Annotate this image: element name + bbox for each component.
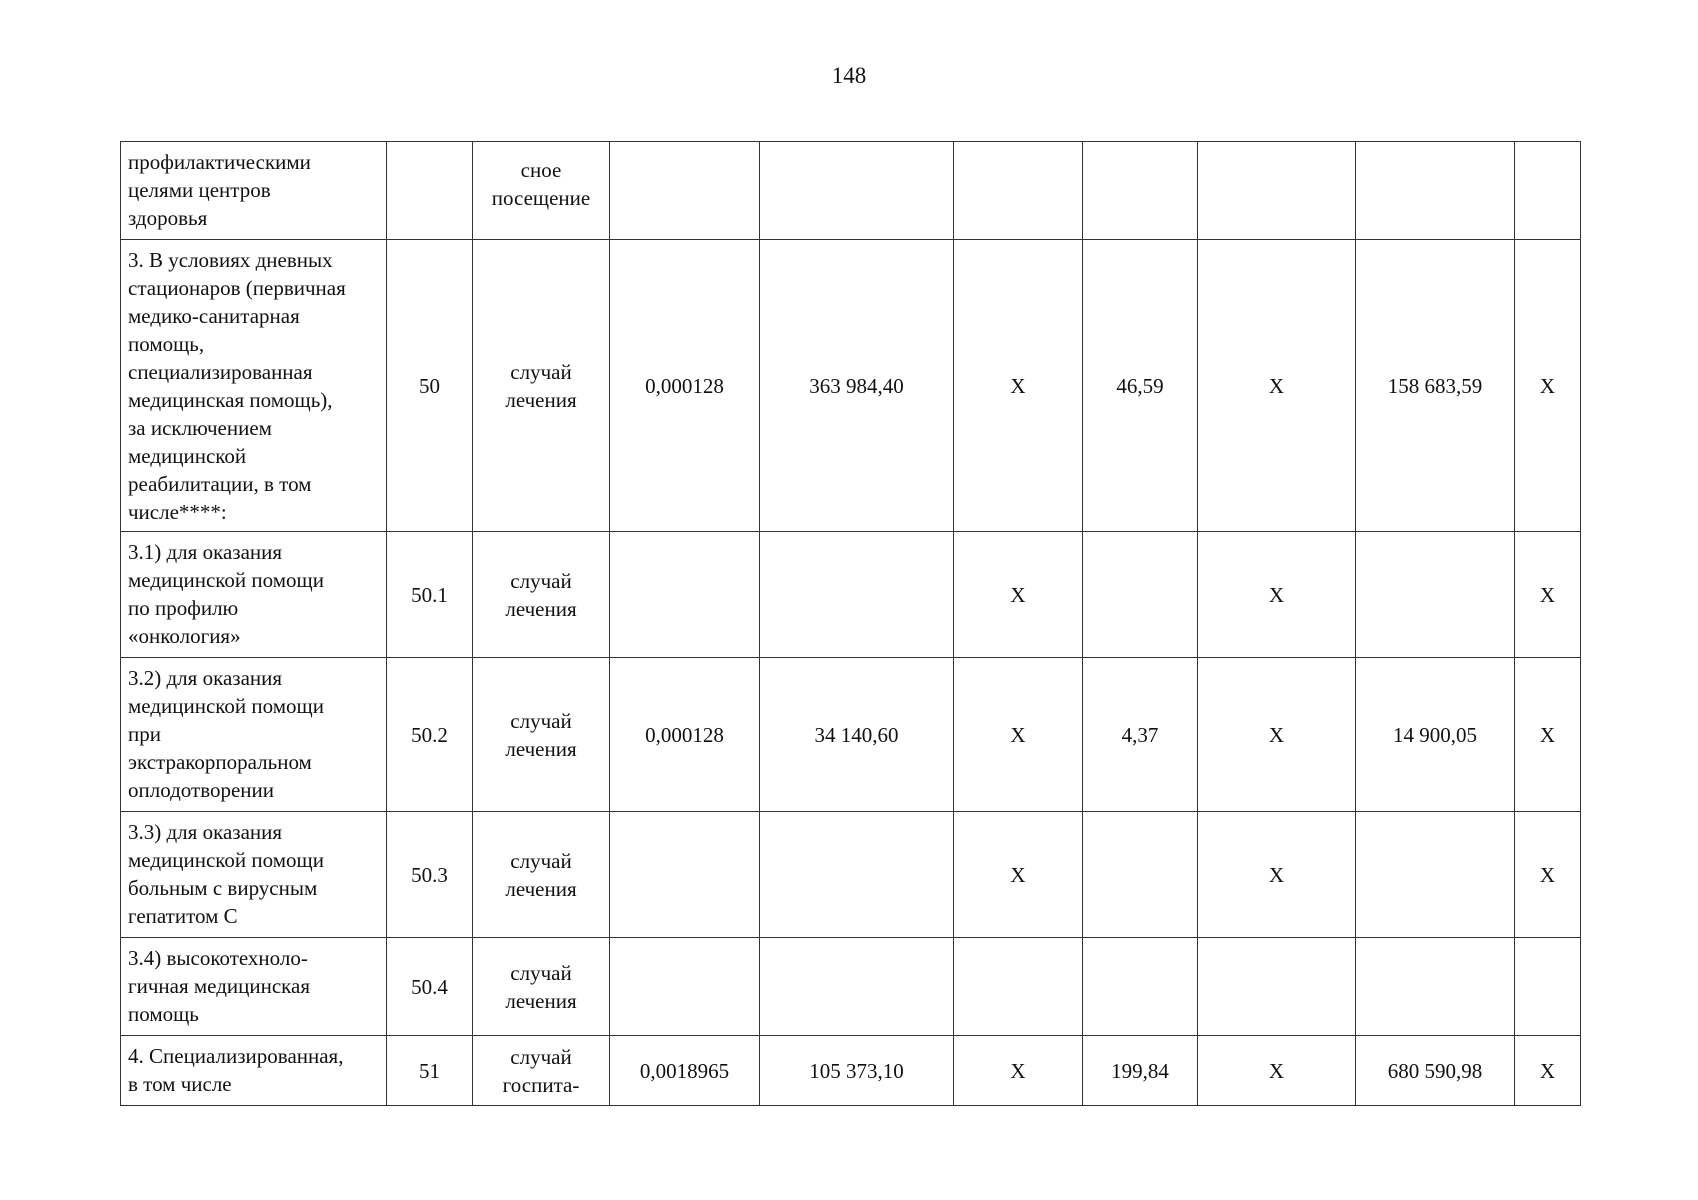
row-value-cell: Х (954, 532, 1083, 658)
row-value-cell (1198, 142, 1356, 240)
row-unit-cell: случай лечения (473, 658, 610, 812)
row-value-cell (610, 938, 760, 1036)
row-value-cell (1198, 938, 1356, 1036)
table-row (121, 532, 1581, 658)
row-name-cell: 3.1) для оказания медицинской помощи по профилю «онкология» (121, 532, 387, 658)
table-row (121, 812, 1581, 938)
row-value-cell: 0,000128 (610, 240, 760, 532)
row-value-cell: Х (1515, 1036, 1581, 1106)
row-value-cell (610, 812, 760, 938)
row-name-cell: 3.3) для оказания медицинской помощи больным с вирусным гепатитом С (121, 812, 387, 938)
row-value-cell (760, 812, 954, 938)
row-code-cell: 51 (387, 1036, 473, 1106)
row-value-cell: Х (1515, 240, 1581, 532)
row-value-cell: 680 590,98 (1356, 1036, 1515, 1106)
row-value-cell (1083, 532, 1198, 658)
row-value-cell (954, 938, 1083, 1036)
row-value-cell: Х (954, 658, 1083, 812)
row-unit-cell: сное посещение (473, 142, 610, 240)
row-value-cell (1083, 142, 1198, 240)
table-row (121, 658, 1581, 812)
row-value-cell (1356, 532, 1515, 658)
row-value-cell (760, 938, 954, 1036)
row-value-cell (1515, 938, 1581, 1036)
row-value-cell: Х (954, 812, 1083, 938)
row-value-cell: Х (1198, 240, 1356, 532)
row-code-cell: 50.2 (387, 658, 473, 812)
row-name-cell: 4. Специализированная, в том числе (121, 1036, 387, 1106)
row-code-cell: 50.3 (387, 812, 473, 938)
row-name-cell: 3.4) высокотехноло- гичная медицинская помощь (121, 938, 387, 1036)
row-value-cell: Х (1515, 532, 1581, 658)
row-value-cell (760, 532, 954, 658)
table-row (121, 1036, 1581, 1106)
row-code-cell: 50.1 (387, 532, 473, 658)
row-value-cell: Х (1515, 812, 1581, 938)
row-value-cell: 4,37 (1083, 658, 1198, 812)
row-value-cell: 14 900,05 (1356, 658, 1515, 812)
row-value-cell: 199,84 (1083, 1036, 1198, 1106)
row-name-cell: профилактическими целями центров здоровья (121, 142, 387, 240)
page-number: 148 (831, 63, 867, 88)
row-value-cell: 34 140,60 (760, 658, 954, 812)
row-name-cell: 3.2) для оказания медицинской помощи при экстракорпоральном оплодотворении (121, 658, 387, 812)
row-code-cell: 50 (387, 240, 473, 532)
row-value-cell: 158 683,59 (1356, 240, 1515, 532)
row-value-cell (954, 142, 1083, 240)
row-value-cell: Х (954, 1036, 1083, 1106)
row-value-cell (1083, 812, 1198, 938)
row-value-cell: Х (1515, 658, 1581, 812)
row-code-cell: 50.4 (387, 938, 473, 1036)
row-value-cell: 0,000128 (610, 658, 760, 812)
row-value-cell (1356, 812, 1515, 938)
row-value-cell (610, 532, 760, 658)
row-value-cell: 105 373,10 (760, 1036, 954, 1106)
table-row (121, 938, 1581, 1036)
row-name-cell: 3. В условиях дневных стационаров (первичная медико-санитарная помощь, специализированная медицинская помощь), за исключением медицинской реабилитации, в том числе****: (121, 240, 387, 532)
row-unit-cell: случай лечения (473, 240, 610, 532)
row-unit-cell: случай лечения (473, 532, 610, 658)
table-row (121, 142, 1581, 240)
row-value-cell (610, 142, 760, 240)
medical-care-volume-table (120, 141, 1581, 1106)
row-value-cell: Х (1198, 532, 1356, 658)
row-value-cell (1356, 938, 1515, 1036)
row-value-cell (1515, 142, 1581, 240)
row-unit-cell: случай лечения (473, 812, 610, 938)
row-unit-cell: случай лечения (473, 938, 610, 1036)
row-code-cell (387, 142, 473, 240)
row-value-cell: 363 984,40 (760, 240, 954, 532)
table-row (121, 240, 1581, 532)
row-value-cell: Х (1198, 812, 1356, 938)
row-value-cell: Х (1198, 658, 1356, 812)
row-value-cell: Х (954, 240, 1083, 532)
row-value-cell (760, 142, 954, 240)
row-value-cell (1356, 142, 1515, 240)
row-value-cell: 46,59 (1083, 240, 1198, 532)
row-value-cell: Х (1198, 1036, 1356, 1106)
row-value-cell (1083, 938, 1198, 1036)
row-unit-cell: случай госпита- (473, 1036, 610, 1106)
row-value-cell: 0,0018965 (610, 1036, 760, 1106)
